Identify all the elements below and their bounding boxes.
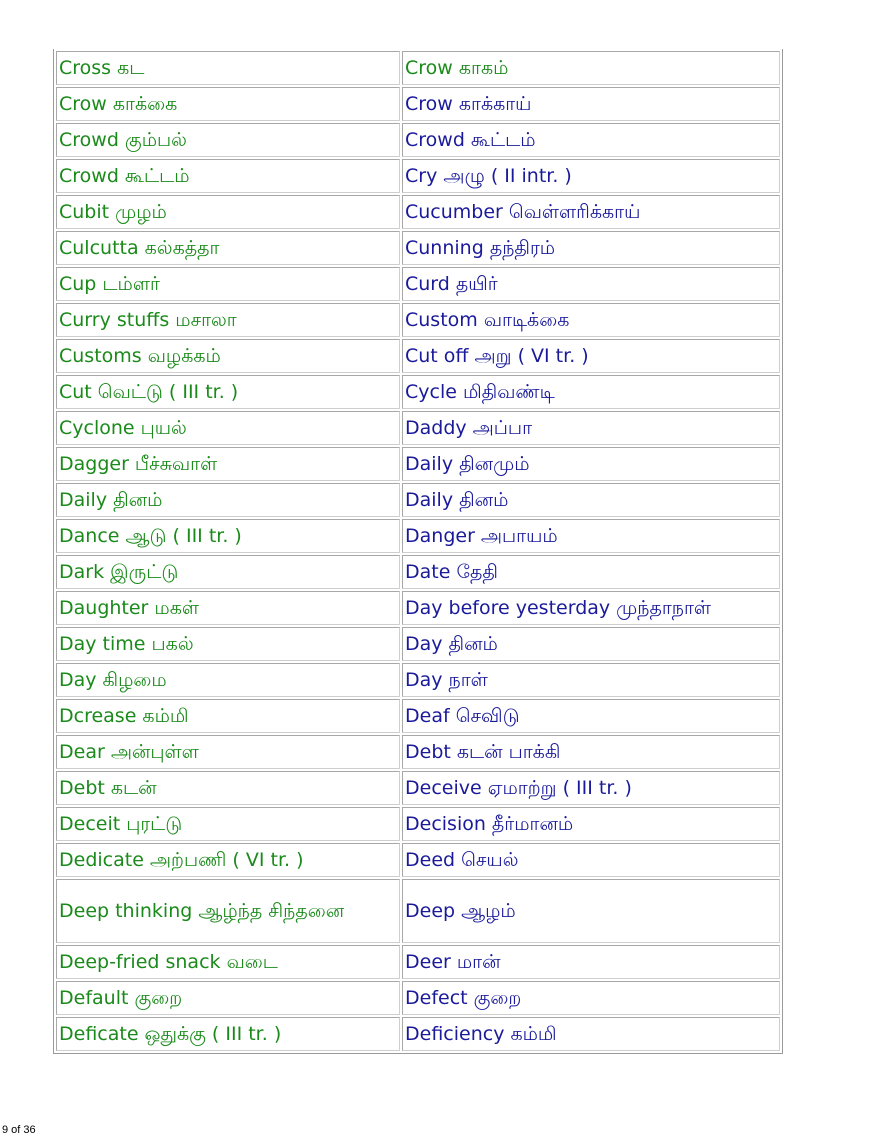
entry-left: Deep-fried snack வடை xyxy=(56,945,400,979)
table-row xyxy=(56,303,780,337)
entry-right: Deaf செவிடு xyxy=(402,699,780,733)
entry-left: Culcutta கல்கத்தா xyxy=(56,231,400,265)
table-row xyxy=(56,87,780,121)
entry-left: Crowd கும்பல் xyxy=(56,123,400,157)
entry-left: Debt கடன் xyxy=(56,771,400,805)
entry-left: Dagger பீச்சுவாள் xyxy=(56,447,400,481)
table-row xyxy=(56,945,780,979)
entry-left: Dance ஆடு ( III tr. ) xyxy=(56,519,400,553)
entry-right: Cry அழு ( II intr. ) xyxy=(402,159,780,193)
entry-left: Dedicate அற்பணி ( VI tr. ) xyxy=(56,843,400,877)
entry-left: Day கிழமை xyxy=(56,663,400,697)
table-row xyxy=(56,771,780,805)
table-row xyxy=(56,591,780,625)
table-row xyxy=(56,663,780,697)
entry-left: Day time பகல் xyxy=(56,627,400,661)
table-row xyxy=(56,375,780,409)
entry-right: Deed செயல் xyxy=(402,843,780,877)
table-row xyxy=(56,1017,780,1051)
entry-left: Daughter மகள் xyxy=(56,591,400,625)
entry-left: Deceit புரட்டு xyxy=(56,807,400,841)
entry-left: Curry stuffs மசாலா xyxy=(56,303,400,337)
page-counter: 9 of 36 xyxy=(2,1124,36,1136)
entry-left: Deep thinking ஆழ்ந்த சிந்தனை xyxy=(56,879,400,943)
entry-left: Default குறை xyxy=(56,981,400,1015)
table-row xyxy=(56,123,780,157)
table-row xyxy=(56,267,780,301)
entry-right: Crowd கூட்டம் xyxy=(402,123,780,157)
entry-right: Custom வாடிக்கை xyxy=(402,303,780,337)
table-row xyxy=(56,981,780,1015)
table-row xyxy=(56,879,780,943)
table-row xyxy=(56,195,780,229)
entry-right: Daily தினமும் xyxy=(402,447,780,481)
entry-right: Defect குறை xyxy=(402,981,780,1015)
entry-right: Cycle மிதிவண்டி xyxy=(402,375,780,409)
entry-right: Day தினம் xyxy=(402,627,780,661)
table-row xyxy=(56,519,780,553)
entry-left: Dcrease கம்மி xyxy=(56,699,400,733)
entry-left: Cross கட xyxy=(56,51,400,85)
entry-left: Daily தினம் xyxy=(56,483,400,517)
table-row xyxy=(56,483,780,517)
entry-right: Deficiency கம்மி xyxy=(402,1017,780,1051)
entry-left: Dark இருட்டு xyxy=(56,555,400,589)
table-row xyxy=(56,231,780,265)
entry-left: Deficate ஒதுக்கு ( III tr. ) xyxy=(56,1017,400,1051)
table-row xyxy=(56,159,780,193)
entry-left: Dear அன்புள்ள xyxy=(56,735,400,769)
table-row xyxy=(56,699,780,733)
entry-left: Cubit முழம் xyxy=(56,195,400,229)
table-row xyxy=(56,555,780,589)
entry-right: Day before yesterday முந்தாநாள் xyxy=(402,591,780,625)
table-row xyxy=(56,807,780,841)
table-row xyxy=(56,735,780,769)
entry-right: Crow காகம் xyxy=(402,51,780,85)
entry-right: Debt கடன் பாக்கி xyxy=(402,735,780,769)
entry-right: Cunning தந்திரம் xyxy=(402,231,780,265)
entry-left: Cut வெட்டு ( III tr. ) xyxy=(56,375,400,409)
entry-left: Crowd கூட்டம் xyxy=(56,159,400,193)
entry-right: Decision தீர்மானம் xyxy=(402,807,780,841)
entry-right: Daddy அப்பா xyxy=(402,411,780,445)
entry-left: Cup டம்ளர் xyxy=(56,267,400,301)
entry-right: Day நாள் xyxy=(402,663,780,697)
entry-left: Crow காக்கை xyxy=(56,87,400,121)
entry-left: Customs வழக்கம் xyxy=(56,339,400,373)
entry-right: Curd தயிர் xyxy=(402,267,780,301)
entry-right: Date தேதி xyxy=(402,555,780,589)
entry-right: Deep ஆழம் xyxy=(402,879,780,943)
table-row xyxy=(56,411,780,445)
table-row xyxy=(56,339,780,373)
table-row xyxy=(56,843,780,877)
entry-right: Deceive ஏமாற்று ( III tr. ) xyxy=(402,771,780,805)
table-row xyxy=(56,447,780,481)
entry-right: Deer மான் xyxy=(402,945,780,979)
entry-right: Cucumber வெள்ளரிக்காய் xyxy=(402,195,780,229)
table-row xyxy=(56,51,780,85)
entry-right: Danger அபாயம் xyxy=(402,519,780,553)
entry-left: Cyclone புயல் xyxy=(56,411,400,445)
table-row xyxy=(56,627,780,661)
entry-right: Crow காக்காய் xyxy=(402,87,780,121)
entry-right: Cut off அறு ( VI tr. ) xyxy=(402,339,780,373)
entry-right: Daily தினம் xyxy=(402,483,780,517)
dictionary-table xyxy=(53,49,783,1054)
